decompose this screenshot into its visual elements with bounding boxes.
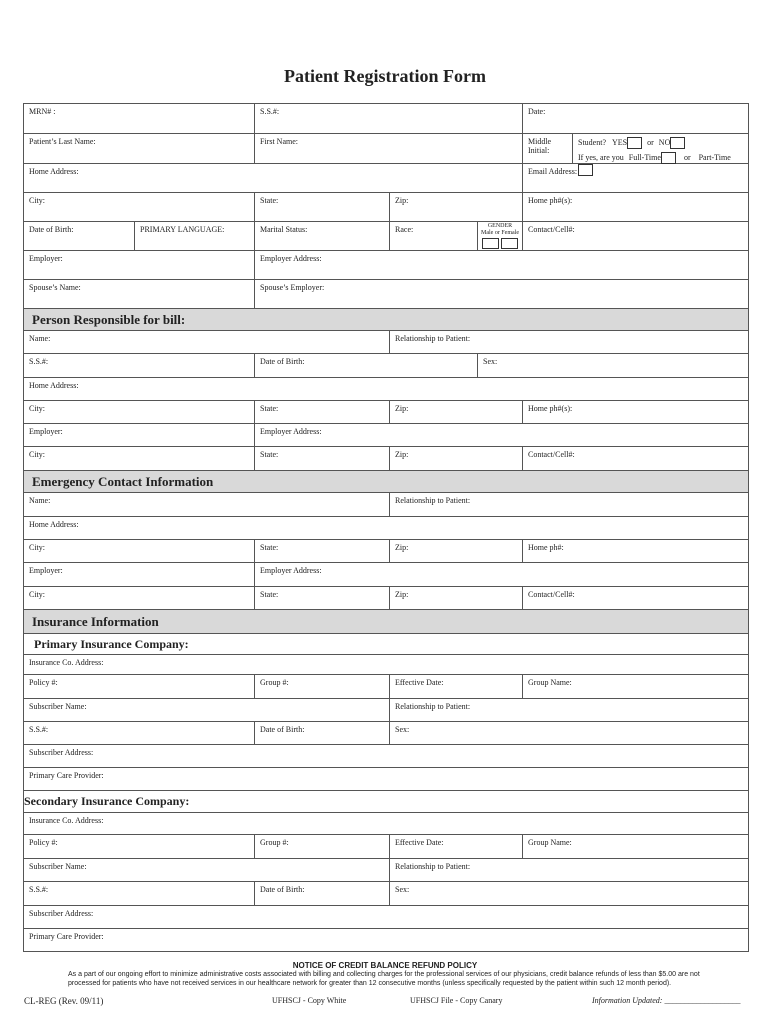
pri-pcp-label: Primary Care Provider: xyxy=(29,771,104,780)
ss-field[interactable] xyxy=(254,104,522,133)
sec-co-address-field[interactable] xyxy=(24,813,748,834)
resp-employer-label: Employer: xyxy=(29,427,63,436)
row-sec-co-address xyxy=(24,813,748,835)
resp-relationship-field[interactable] xyxy=(389,331,748,353)
or-label-2: or xyxy=(683,152,691,162)
city-field[interactable] xyxy=(24,193,254,221)
gender-field xyxy=(477,222,522,250)
pri-ss-label: S.S.#: xyxy=(29,725,49,734)
em-zip2-field[interactable] xyxy=(389,587,522,609)
em-city2-field[interactable] xyxy=(24,587,254,609)
row-resp-address xyxy=(24,378,748,401)
row-address xyxy=(24,164,748,193)
row-pri-co-address xyxy=(24,655,748,675)
pri-sex-label: Sex: xyxy=(395,725,410,734)
sec-subscriber-name-field[interactable] xyxy=(24,859,389,881)
student-no-checkbox[interactable] xyxy=(670,137,685,149)
info-updated[interactable]: Information Updated: ___________________ xyxy=(592,996,741,1005)
sec-subscriber-address-label: Subscriber Address: xyxy=(29,909,94,918)
middle-initial-label: Middle Initial: xyxy=(528,137,552,155)
student-label: Student? xyxy=(578,137,606,147)
copy-canary: UFHSCJ File - Copy Canary xyxy=(410,996,503,1005)
resp-ss-label: S.S.#: xyxy=(29,357,49,366)
spouse-employer-field[interactable] xyxy=(254,280,748,308)
sec-relationship-field[interactable] xyxy=(389,859,748,881)
row-dob xyxy=(24,222,748,251)
employer-label: Employer: xyxy=(29,254,63,263)
employer-field[interactable] xyxy=(24,251,254,279)
em-city-label: City: xyxy=(29,543,46,552)
row-resp-city xyxy=(24,401,748,424)
row-pri-subscriber-address xyxy=(24,745,748,768)
resp-city-field[interactable] xyxy=(24,401,254,423)
resp-ss-field[interactable] xyxy=(24,354,254,377)
row-mrn xyxy=(24,104,748,134)
secondary-insurance-heading: Secondary Insurance Company: xyxy=(24,791,748,813)
row-resp-name xyxy=(24,331,748,354)
sec-subscriber-name-label: Subscriber Name: xyxy=(29,862,87,871)
responsible-heading: Person Responsible for bill: xyxy=(24,309,748,331)
em-name-field[interactable] xyxy=(24,493,389,516)
home-phone-field[interactable] xyxy=(522,193,748,221)
home-address-field[interactable] xyxy=(24,164,522,192)
resp-employer-address-field[interactable] xyxy=(254,424,748,446)
email-label: Email Address: xyxy=(528,167,578,176)
sec-pcp-label: Primary Care Provider: xyxy=(29,932,104,941)
gender-label: GENDER xyxy=(487,223,513,229)
home-address-label: Home Address: xyxy=(29,167,79,176)
copy-white: UFHSCJ - Copy White xyxy=(272,996,347,1005)
sec-relationship-label: Relationship to Patient: xyxy=(395,862,471,871)
ss-label: S.S.#: xyxy=(260,107,280,116)
contact-cell-field[interactable] xyxy=(522,222,748,250)
last-name-field[interactable] xyxy=(24,134,254,163)
resp-city2-field[interactable] xyxy=(24,447,254,470)
row-employer xyxy=(24,251,748,280)
sec-ss-field[interactable] xyxy=(24,882,254,905)
resp-dob-field[interactable] xyxy=(254,354,477,377)
pri-sex-field[interactable] xyxy=(389,722,748,744)
mrn-label: MRN# : xyxy=(29,107,56,116)
em-contact-cell-field[interactable] xyxy=(522,587,748,609)
row-pri-pcp xyxy=(24,768,748,791)
yes-label: YES xyxy=(612,137,628,147)
zip-label: Zip: xyxy=(395,196,409,205)
em-home-phone-field[interactable] xyxy=(522,540,748,562)
sec-co-address-label: Insurance Co. Address: xyxy=(29,816,104,825)
em-employer-label: Employer: xyxy=(29,566,63,575)
resp-state2-label: State: xyxy=(260,450,279,459)
em-relationship-label: Relationship to Patient: xyxy=(395,496,471,505)
em-state-label: State: xyxy=(260,543,279,552)
row-resp-employer xyxy=(24,424,748,447)
row-em-employer xyxy=(24,563,748,587)
sec-policy-label: Policy #: xyxy=(29,838,58,847)
sec-sex-field[interactable] xyxy=(389,882,748,905)
student-yes-checkbox[interactable] xyxy=(627,137,642,149)
male-female-label: Male or Female xyxy=(481,229,519,236)
resp-sex-label: Sex: xyxy=(483,357,498,366)
zip-field[interactable] xyxy=(389,193,522,221)
resp-contact-cell-field[interactable] xyxy=(522,447,748,470)
spouse-name-label: Spouse’s Name: xyxy=(29,283,81,292)
pri-subscriber-name-label: Subscriber Name: xyxy=(29,702,87,711)
sec-group-name-label: Group Name: xyxy=(528,838,572,847)
resp-name-label: Name: xyxy=(29,334,51,343)
employer-address-label: Employer Address: xyxy=(260,254,322,263)
city-label: City: xyxy=(29,196,46,205)
pri-pcp-field[interactable] xyxy=(24,768,748,790)
em-relationship-field[interactable] xyxy=(389,493,748,516)
insurance-heading: Insurance Information xyxy=(24,610,748,634)
dob-label: Date of Birth: xyxy=(29,225,74,234)
if-yes-label: If yes, are you xyxy=(578,152,624,162)
race-label: Race: xyxy=(395,225,414,234)
row-sec-pcp xyxy=(24,929,748,952)
pri-relationship-field[interactable] xyxy=(389,699,748,721)
resp-city2-label: City: xyxy=(29,450,46,459)
em-state-field[interactable] xyxy=(254,540,389,562)
pri-co-address-field[interactable] xyxy=(24,655,748,674)
sec-dob-label: Date of Birth: xyxy=(260,885,305,894)
dob-field[interactable] xyxy=(24,222,134,250)
em-zip-label: Zip: xyxy=(395,543,409,552)
row-name xyxy=(24,134,748,164)
pri-group-name-label: Group Name: xyxy=(528,678,572,687)
pri-subscriber-address-field[interactable] xyxy=(24,745,748,767)
last-name-label: Patient’s Last Name: xyxy=(29,137,96,146)
em-zip-field[interactable] xyxy=(389,540,522,562)
pri-dob-field[interactable] xyxy=(254,722,389,744)
resp-dob-label: Date of Birth: xyxy=(260,357,305,366)
first-name-field[interactable] xyxy=(254,134,522,163)
spouse-name-field[interactable] xyxy=(24,280,254,308)
notice-title: NOTICE OF CREDIT BALANCE REFUND POLICY xyxy=(292,961,478,970)
row-pri-subscriber xyxy=(24,699,748,722)
em-employer-field[interactable] xyxy=(24,563,254,586)
row-em-address xyxy=(24,517,748,540)
em-home-address-label: Home Address: xyxy=(29,520,79,529)
pri-group-field[interactable] xyxy=(254,675,389,698)
resp-employer-address-label: Employer Address: xyxy=(260,427,322,436)
resp-zip2-label: Zip: xyxy=(395,450,409,459)
sec-pcp-field[interactable] xyxy=(24,929,748,951)
state-label: State: xyxy=(260,196,279,205)
em-home-address-field[interactable] xyxy=(24,517,748,539)
pri-group-label: Group #: xyxy=(260,678,289,687)
page-title: Patient Registration Form xyxy=(284,66,486,86)
em-state2-label: State: xyxy=(260,590,279,599)
pri-policy-field[interactable] xyxy=(24,675,254,698)
row-em-city2 xyxy=(24,587,748,610)
em-city2-label: City: xyxy=(29,590,46,599)
employer-address-field[interactable] xyxy=(254,251,748,279)
pri-effective-date-field[interactable] xyxy=(389,675,522,698)
row-resp-ss xyxy=(24,354,748,378)
resp-employer-field[interactable] xyxy=(24,424,254,446)
marital-status-field[interactable] xyxy=(254,222,389,250)
contact-cell-label: Contact/Cell#: xyxy=(528,225,575,234)
primary-insurance-heading: Primary Insurance Company: xyxy=(24,634,748,655)
row-sec-subscriber xyxy=(24,859,748,882)
resp-zip-field[interactable] xyxy=(389,401,522,423)
part-time-label: Part-Time xyxy=(698,152,731,162)
row-sec-ss xyxy=(24,882,748,906)
sec-ss-label: S.S.#: xyxy=(29,885,49,894)
pri-policy-label: Policy #: xyxy=(29,678,58,687)
resp-zip-label: Zip: xyxy=(395,404,409,413)
em-home-phone-label: Home ph#: xyxy=(528,543,564,552)
pri-dob-label: Date of Birth: xyxy=(260,725,305,734)
row-sec-subscriber-address xyxy=(24,906,748,929)
form-id: CL-REG (Rev. 09/11) xyxy=(24,996,104,1006)
resp-relationship-label: Relationship to Patient: xyxy=(395,334,471,343)
primary-language-field[interactable] xyxy=(134,222,254,250)
sec-effective-date-label: Effective Date: xyxy=(395,838,444,847)
resp-home-phone-field[interactable] xyxy=(522,401,748,423)
resp-city-label: City: xyxy=(29,404,46,413)
state-field[interactable] xyxy=(254,193,389,221)
email-field[interactable] xyxy=(522,164,748,192)
em-contact-cell-label: Contact/Cell#: xyxy=(528,590,575,599)
sec-dob-field[interactable] xyxy=(254,882,389,905)
em-employer-address-label: Employer Address: xyxy=(260,566,322,575)
row-sec-policy xyxy=(24,835,748,859)
full-time-label: Full-Time xyxy=(628,152,661,162)
emergency-heading: Emergency Contact Information xyxy=(24,471,748,493)
em-name-label: Name: xyxy=(29,496,51,505)
pri-ss-field[interactable] xyxy=(24,722,254,744)
row-em-city xyxy=(24,540,748,563)
row-em-name xyxy=(24,493,748,517)
student-field xyxy=(572,134,748,163)
row-spouse xyxy=(24,280,748,309)
no-label: NO xyxy=(658,137,671,147)
resp-zip2-field[interactable] xyxy=(389,447,522,470)
middle-initial-field[interactable] xyxy=(522,134,572,163)
resp-home-address-field[interactable] xyxy=(24,378,748,400)
date-label: Date: xyxy=(528,107,546,116)
pri-group-name-field[interactable] xyxy=(522,675,748,698)
em-state2-field[interactable] xyxy=(254,587,389,609)
patient-section xyxy=(23,103,749,952)
resp-sex-field[interactable] xyxy=(477,354,748,377)
or-label: or xyxy=(647,137,654,147)
sec-effective-date-field[interactable] xyxy=(389,835,522,858)
date-field[interactable] xyxy=(522,104,748,133)
spouse-employer-label: Spouse’s Employer: xyxy=(260,283,325,292)
resp-state-field[interactable] xyxy=(254,401,389,423)
sec-group-name-field[interactable] xyxy=(522,835,748,858)
em-city-field[interactable] xyxy=(24,540,254,562)
resp-state-label: State: xyxy=(260,404,279,413)
mrn-field[interactable] xyxy=(24,104,254,133)
row-resp-city2 xyxy=(24,447,748,471)
male-checkbox[interactable] xyxy=(482,238,499,249)
sec-policy-field[interactable] xyxy=(24,835,254,858)
notice-text: As a part of our ongoing effort to minimize administrative costs associated with billing and collecting charges for the professional services of our physicians, credit balance refunds of less than $5.00 are not processed for patients who have not received services in our healthcare network for greater than 12 consecutive months (unless specifically requested by the patient within such 12 month period). xyxy=(68,971,700,987)
pri-relationship-label: Relationship to Patient: xyxy=(395,702,471,711)
sec-group-label: Group #: xyxy=(260,838,289,847)
sec-sex-label: Sex: xyxy=(395,885,410,894)
row-pri-ss xyxy=(24,722,748,745)
first-name-label: First Name: xyxy=(260,137,298,146)
marital-status-label: Marital Status: xyxy=(260,225,308,234)
em-zip2-label: Zip: xyxy=(395,590,409,599)
row-pri-policy xyxy=(24,675,748,699)
resp-name-field[interactable] xyxy=(24,331,389,353)
race-field[interactable] xyxy=(389,222,477,250)
resp-state2-field[interactable] xyxy=(254,447,389,470)
full-time-checkbox[interactable] xyxy=(661,152,676,164)
female-checkbox[interactable] xyxy=(501,238,518,249)
pri-co-address-label: Insurance Co. Address: xyxy=(29,658,104,667)
row-city xyxy=(24,193,748,222)
sec-subscriber-address-field[interactable] xyxy=(24,906,748,928)
pri-subscriber-address-label: Subscriber Address: xyxy=(29,748,94,757)
pri-subscriber-name-field[interactable] xyxy=(24,699,389,721)
home-phone-label: Home ph#(s): xyxy=(528,196,573,205)
resp-contact-cell-label: Contact/Cell#: xyxy=(528,450,575,459)
resp-home-address-label: Home Address: xyxy=(29,381,79,390)
primary-language-label: PRIMARY LANGUAGE: xyxy=(140,225,225,234)
pri-effective-date-label: Effective Date: xyxy=(395,678,444,687)
resp-home-phone-label: Home ph#(s): xyxy=(528,404,573,413)
sec-group-field[interactable] xyxy=(254,835,389,858)
em-employer-address-field[interactable] xyxy=(254,563,748,586)
